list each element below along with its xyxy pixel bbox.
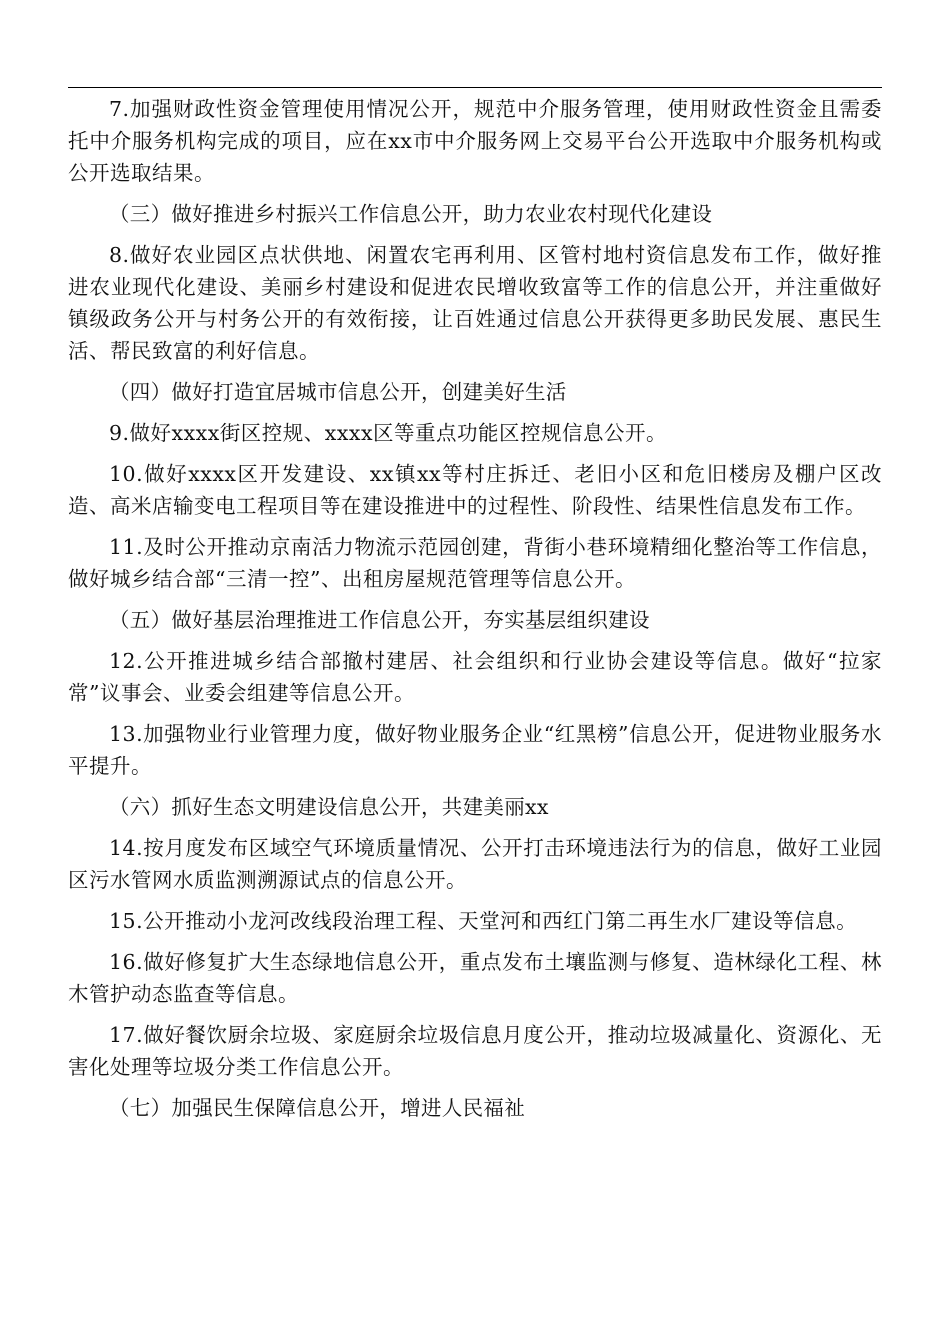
paragraph-item-13: 13.加强物业行业管理力度，做好物业服务企业“红黑榜”信息公开，促进物业服务水平提升。 bbox=[68, 722, 882, 778]
header-rule bbox=[68, 87, 882, 88]
paragraph-item-15: 15.公开推动小龙河改线段治理工程、天堂河和西红门第二再生水厂建设等信息。 bbox=[109, 909, 858, 933]
paragraph-item-12: 12.公开推进城乡结合部撤村建居、社会组织和行业协会建设等信息。做好“拉家常”议事会、业委会组建等信息公开。 bbox=[68, 649, 882, 705]
paragraph-item-7: 7.加强财政性资金管理使用情况公开，规范中介服务管理，使用财政性资金且需委托中介服务机构完成的项目，应在xx市中介服务网上交易平台公开选取中介服务机构或公开选取结果。 bbox=[68, 97, 882, 185]
paragraph-item-8: 8.做好农业园区点状供地、闲置农宅再利用、区管村地村资信息发布工作，做好推进农业现代化建设、美丽乡村建设和促进农民增收致富等工作的信息公开，并注重做好镇级政务公开与村务公开的有效衔接，让百姓通过信息公开获得更多助民发展、惠民生活、帮民致富的利好信息。 bbox=[68, 243, 882, 363]
document-body bbox=[68, 93, 882, 1133]
paragraph-item-9: 9.做好xxxx街区控规、xxxx区等重点功能区控规信息公开。 bbox=[109, 421, 668, 445]
paragraph-item-17: 17.做好餐饮厨余垃圾、家庭厨余垃圾信息月度公开，推动垃圾减量化、资源化、无害化处理等垃圾分类工作信息公开。 bbox=[68, 1023, 882, 1079]
paragraph-item-10: 10.做好xxxx区开发建设、xx镇xx等村庄拆迁、老旧小区和危旧楼房及棚户区改造、高米店输变电工程项目等在建设推进中的过程性、阶段性、结果性信息发布工作。 bbox=[68, 462, 882, 518]
section-heading-6: （六）抓好生态文明建设信息公开，共建美丽xx bbox=[109, 795, 549, 819]
section-heading-7: （七）加强民生保障信息公开，增进人民福祉 bbox=[109, 1096, 525, 1120]
section-heading-4: （四）做好打造宜居城市信息公开，创建美好生活 bbox=[109, 380, 567, 404]
paragraph-item-11: 11.及时公开推动京南活力物流示范园创建，背街小巷环境精细化整治等工作信息，做好城乡结合部“三清一控”、出租房屋规范管理等信息公开。 bbox=[68, 535, 882, 591]
section-heading-5: （五）做好基层治理推进工作信息公开，夯实基层组织建设 bbox=[109, 608, 650, 632]
section-heading-3: （三）做好推进乡村振兴工作信息公开，助力农业农村现代化建设 bbox=[109, 202, 713, 226]
paragraph-item-16: 16.做好修复扩大生态绿地信息公开，重点发布土壤监测与修复、造林绿化工程、林木管护动态监查等信息。 bbox=[68, 950, 882, 1006]
paragraph-item-14: 14.按月度发布区域空气环境质量情况、公开打击环境违法行为的信息，做好工业园区污水管网水质监测溯源试点的信息公开。 bbox=[68, 836, 882, 892]
